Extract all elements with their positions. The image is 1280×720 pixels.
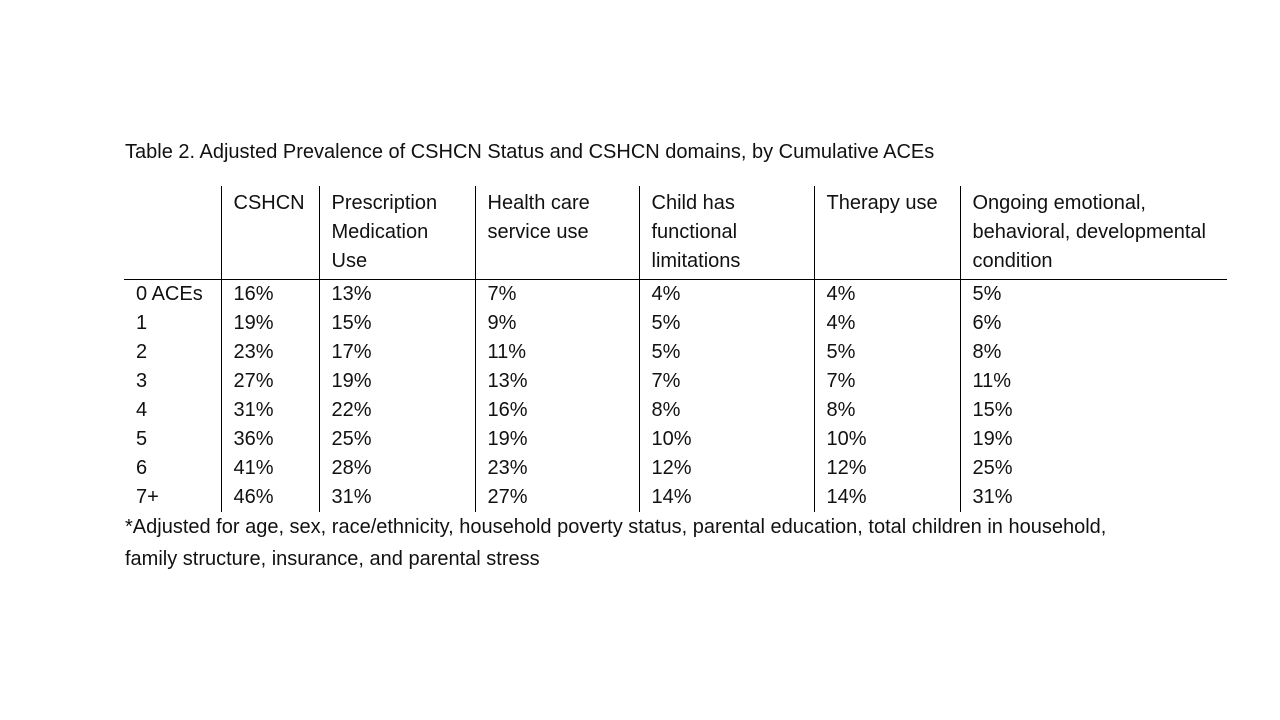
table-row — [124, 309, 1227, 338]
cell-prescription: 25% — [319, 425, 475, 454]
cell-functional: 4% — [639, 280, 814, 310]
cell-cshcn: 16% — [221, 280, 319, 310]
cell-health-care: 13% — [475, 367, 639, 396]
cell-therapy: 4% — [814, 280, 960, 310]
cell-cshcn: 19% — [221, 309, 319, 338]
cell-health-care: 16% — [475, 396, 639, 425]
cell-prescription: 31% — [319, 483, 475, 512]
cell-health-care: 11% — [475, 338, 639, 367]
table-row — [124, 367, 1227, 396]
cell-prescription: 19% — [319, 367, 475, 396]
cell-functional: 5% — [639, 309, 814, 338]
cell-therapy: 14% — [814, 483, 960, 512]
cell-cshcn: 41% — [221, 454, 319, 483]
prevalence-table — [124, 186, 1227, 512]
table-row — [124, 280, 1227, 310]
cell-ongoing: 8% — [960, 338, 1227, 367]
row-label: 6 — [136, 457, 148, 479]
table-row — [124, 425, 1227, 454]
header-therapy-use: Therapy use — [814, 186, 960, 280]
cell-health-care: 7% — [475, 280, 639, 310]
header-corner — [124, 186, 221, 280]
row-label: 5 — [136, 428, 148, 450]
cell-therapy: 8% — [814, 396, 960, 425]
row-label: 2 — [136, 341, 148, 363]
cell-therapy: 7% — [814, 367, 960, 396]
table-row — [124, 396, 1227, 425]
cell-functional: 5% — [639, 338, 814, 367]
cell-ongoing: 25% — [960, 454, 1227, 483]
header-health-care-service-use: Health care service use — [475, 186, 639, 280]
cell-ongoing: 31% — [960, 483, 1227, 512]
cell-therapy: 4% — [814, 309, 960, 338]
cell-cshcn: 31% — [221, 396, 319, 425]
cell-cshcn: 36% — [221, 425, 319, 454]
row-label: 7+ — [136, 486, 159, 508]
cell-ongoing: 19% — [960, 425, 1227, 454]
cell-functional: 12% — [639, 454, 814, 483]
cell-prescription: 22% — [319, 396, 475, 425]
cell-functional: 10% — [639, 425, 814, 454]
cell-ongoing: 6% — [960, 309, 1227, 338]
header-cshcn: CSHCN — [221, 186, 319, 280]
cell-functional: 7% — [639, 367, 814, 396]
cell-cshcn: 46% — [221, 483, 319, 512]
table-footnote: *Adjusted for age, sex, race/ethnicity, household poverty status, parental education, total children in household, family structure, insurance, and parental stress — [125, 516, 1107, 570]
cell-therapy: 12% — [814, 454, 960, 483]
cell-therapy: 10% — [814, 425, 960, 454]
cell-ongoing: 11% — [960, 367, 1227, 396]
cell-prescription: 17% — [319, 338, 475, 367]
row-label: 4 — [136, 399, 148, 421]
cell-health-care: 27% — [475, 483, 639, 512]
cell-cshcn: 23% — [221, 338, 319, 367]
header-functional-limitations: Child has functional limitations — [639, 186, 814, 280]
cell-functional: 8% — [639, 396, 814, 425]
cell-ongoing: 15% — [960, 396, 1227, 425]
table-header-row — [124, 186, 1227, 280]
table-caption: Table 2. Adjusted Prevalence of CSHCN Status and CSHCN domains, by Cumulative ACEs — [125, 141, 935, 163]
cell-cshcn: 27% — [221, 367, 319, 396]
table-row — [124, 454, 1227, 483]
cell-health-care: 9% — [475, 309, 639, 338]
cell-prescription: 28% — [319, 454, 475, 483]
row-label: 1 — [136, 312, 148, 334]
cell-ongoing: 5% — [960, 280, 1227, 310]
cell-health-care: 19% — [475, 425, 639, 454]
table-row — [124, 338, 1227, 367]
cell-prescription: 15% — [319, 309, 475, 338]
table-row — [124, 483, 1227, 512]
header-ongoing-condition: Ongoing emotional, behavioral, developmental condition — [960, 186, 1227, 280]
cell-prescription: 13% — [319, 280, 475, 310]
cell-therapy: 5% — [814, 338, 960, 367]
row-label: 0 ACEs — [136, 283, 203, 305]
row-label: 3 — [136, 370, 148, 392]
header-prescription-medication-use: Prescription Medication Use — [319, 186, 475, 280]
cell-functional: 14% — [639, 483, 814, 512]
cell-health-care: 23% — [475, 454, 639, 483]
